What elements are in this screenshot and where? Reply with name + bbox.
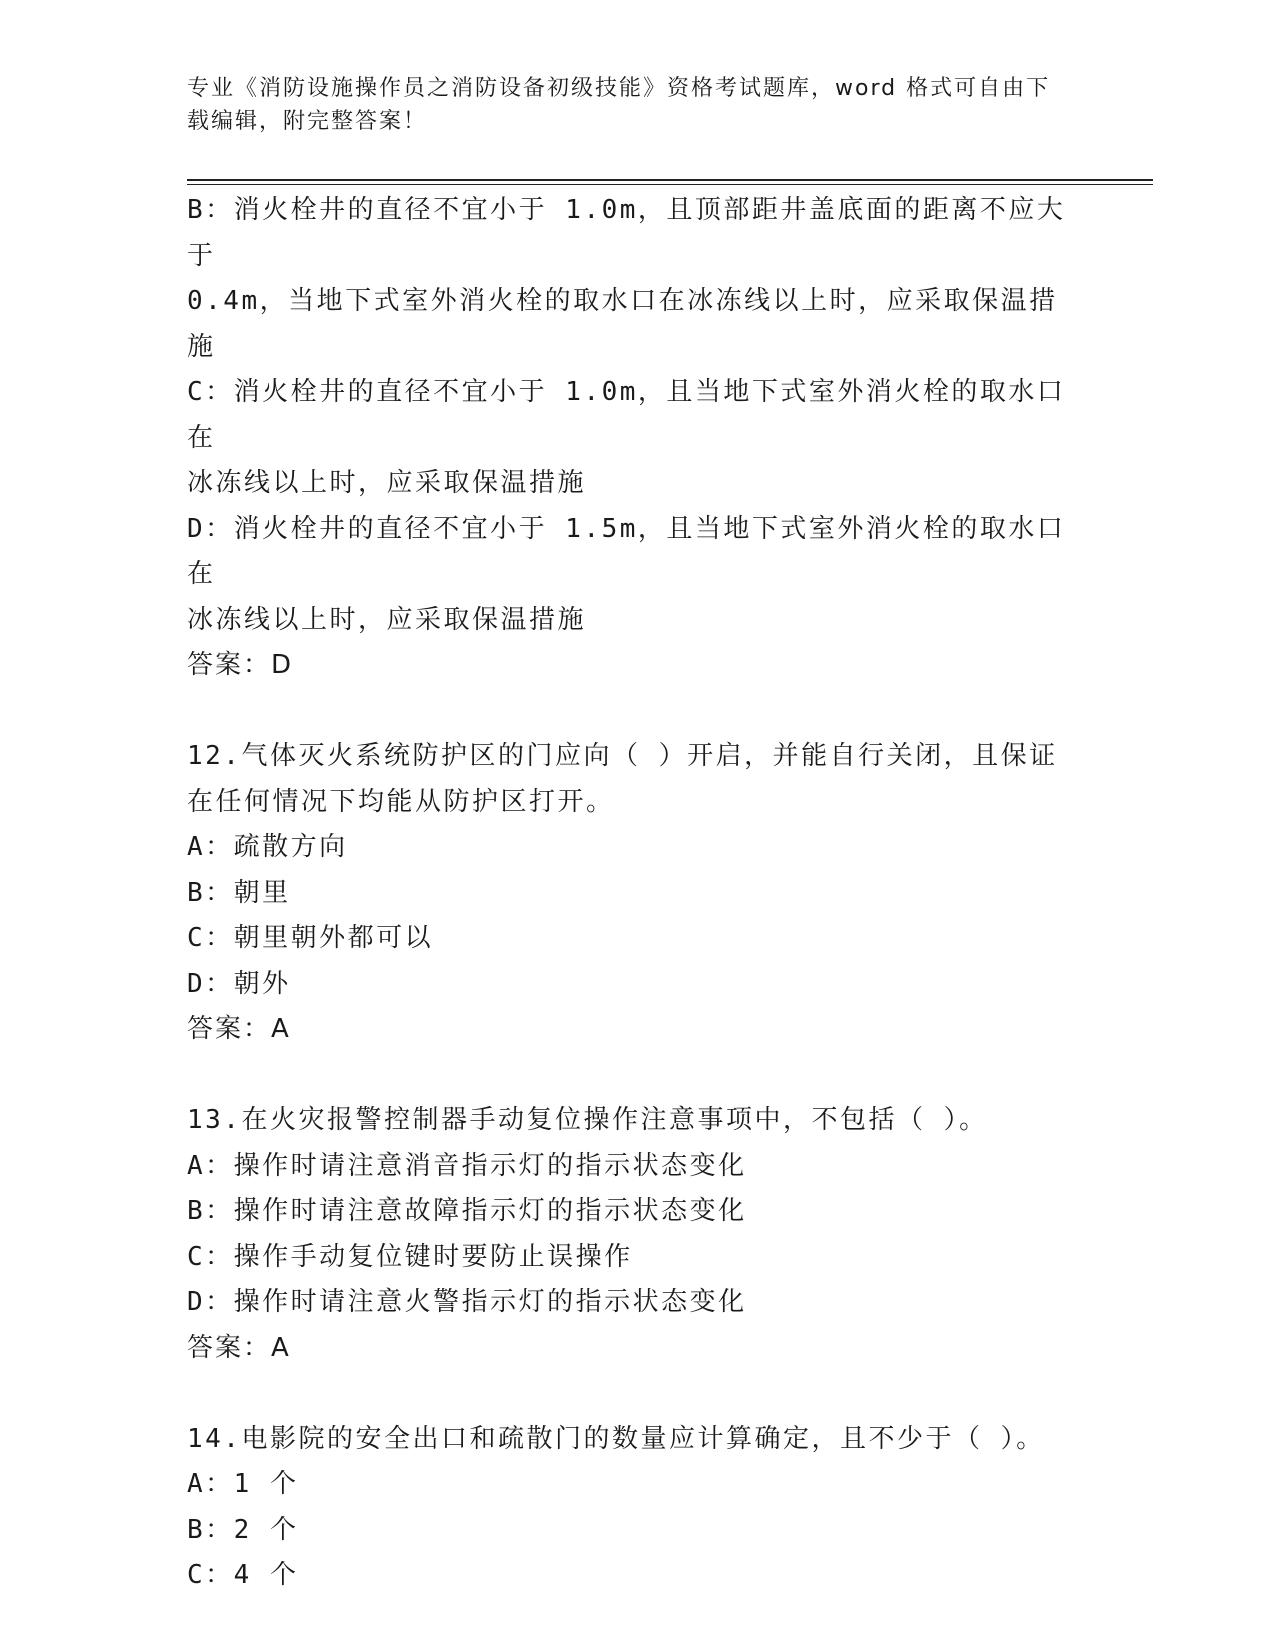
header-line-1: 专业《消防设施操作员之消防设备初级技能》资格考试题库，word 格式可自由下	[187, 76, 1051, 101]
q13-option-d: D：操作时请注意火警指示灯的指示状态变化	[187, 1287, 747, 1317]
q14-option-c: C：4 个	[187, 1560, 299, 1590]
q12-stem-line-2: 在任何情况下均能从防护区打开。	[187, 786, 615, 817]
q12-option-b: B：朝里	[187, 877, 291, 908]
header-divider-thick	[187, 179, 1153, 181]
header-divider-thin	[187, 184, 1153, 185]
q11-option-b-line-3: 施	[187, 331, 216, 362]
q13-option-c: C：操作手动复位键时要防止误操作	[187, 1241, 633, 1272]
q11-option-c-line-2: 冰冻线以上时，应采取保温措施	[187, 468, 587, 498]
spacer	[187, 1053, 1087, 1099]
q12-option-c: C：朝里朝外都可以	[187, 923, 434, 953]
question-14	[187, 1417, 1087, 1599]
q11-option-c-line-1: C：消火栓井的直径不宜小于 1.0m，且当地下式室外消火栓的取水口在	[187, 377, 1066, 453]
q13-answer: 答案：A	[187, 1332, 291, 1363]
q11-option-b-line-1: B：消火栓井的直径不宜小于 1.0m，且顶部距井盖底面的距离不应大于	[187, 195, 1066, 271]
q11-option-d-line-1: D：消火栓井的直径不宜小于 1.5m，且当地下式室外消火栓的取水口在	[187, 513, 1066, 589]
q13-option-a: A：操作时请注意消音指示灯的指示状态变化	[187, 1150, 747, 1181]
q11-answer: 答案：D	[187, 650, 294, 680]
q11-option-d-line-2: 冰冻线以上时，应采取保温措施	[187, 604, 587, 635]
q14-option-a: A：1 个	[187, 1469, 299, 1499]
q12-answer: 答案：A	[187, 1014, 291, 1044]
q14-option-b: B：2 个	[187, 1514, 299, 1545]
question-11-options	[187, 188, 1087, 689]
document-body	[187, 188, 1087, 1599]
q12-option-a: A：疏散方向	[187, 832, 348, 862]
spacer	[187, 1371, 1087, 1417]
header-line-2: 载编辑，附完整答案！	[187, 109, 428, 134]
q13-option-b: B：操作时请注意故障指示灯的指示状态变化	[187, 1196, 747, 1226]
spacer	[187, 689, 1087, 735]
q12-stem-line-1: 12.气体灭火系统防护区的门应向（ ）开启，并能自行关闭，且保证	[187, 741, 1058, 771]
document-header	[187, 72, 1087, 138]
q11-option-b-line-2: 0.4m，当地下式室外消火栓的取水口在冰冻线以上时，应采取保温措	[187, 286, 1058, 316]
q12-option-d: D：朝外	[187, 968, 291, 999]
q13-stem: 13.在火灾报警控制器手动复位操作注意事项中，不包括（ ）。	[187, 1105, 988, 1135]
q14-stem: 14.电影院的安全出口和疏散门的数量应计算确定，且不少于（ ）。	[187, 1423, 1045, 1454]
question-13	[187, 1098, 1087, 1371]
question-12	[187, 734, 1087, 1053]
